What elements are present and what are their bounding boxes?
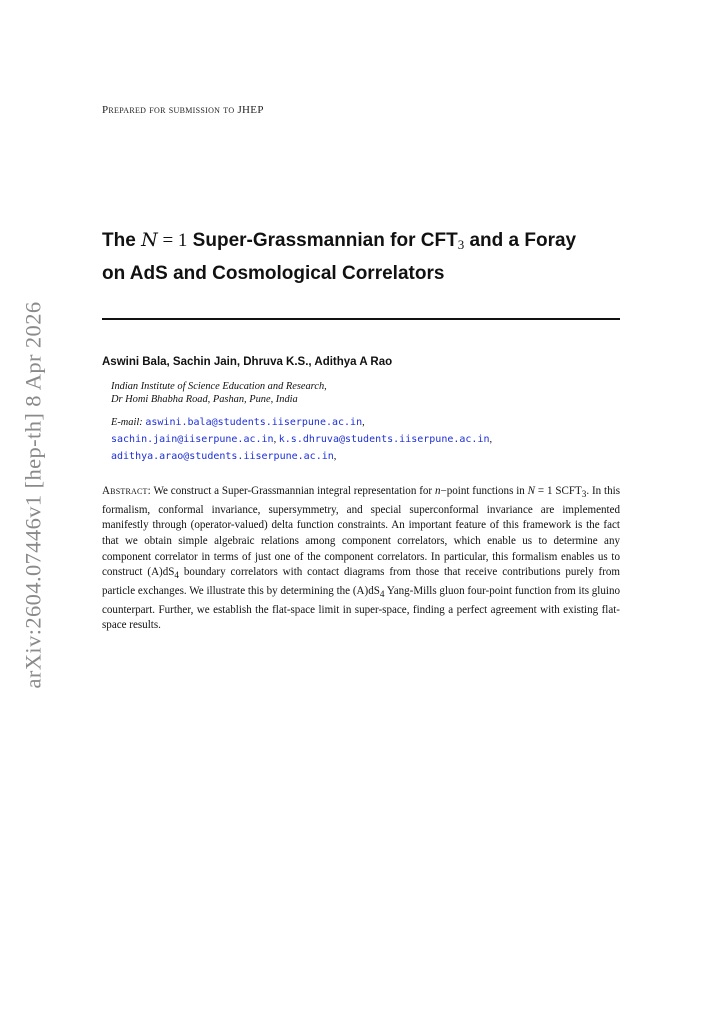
email-link-adithya[interactable]: adithya.arao@students.iiserpune.ac.in bbox=[111, 451, 334, 462]
email-label: E-mail: bbox=[111, 417, 143, 428]
affiliation-line2: Dr Homi Bhabha Road, Pashan, Pune, India bbox=[111, 394, 298, 405]
title-rule bbox=[102, 318, 620, 320]
arxiv-identifier-stamp bbox=[6, 300, 62, 690]
arxiv-identifier-text: arXiv:2604.07446v1 [hep-th] 8 Apr 2026 bbox=[21, 301, 46, 689]
abstract-heading: Abstract: bbox=[102, 485, 151, 497]
email-link-dhruva[interactable]: k.s.dhruva@students.iiserpune.ac.in bbox=[278, 434, 490, 445]
affiliation bbox=[111, 380, 327, 406]
affiliation-line1: Indian Institute of Science Education and Research, bbox=[111, 381, 327, 392]
author-list: Aswini Bala, Sachin Jain, Dhruva K.S., Adithya A Rao bbox=[102, 356, 393, 368]
submission-note: Prepared for submission to JHEP bbox=[102, 104, 264, 116]
email-link-sachin[interactable]: sachin.jain@iiserpune.ac.in bbox=[111, 434, 274, 445]
email-link-aswini[interactable]: aswini.bala@students.iiserpune.ac.in bbox=[145, 417, 363, 428]
paper-title-line2: on AdS and Cosmological Correlators bbox=[102, 263, 445, 284]
email-block: E-mail: aswini.bala@students.iiserpune.ac.in, sachin.jain@iiserpune.ac.in, k.s.dhruva@students.iiserpune.ac.in, adithya.arao@students.iiserpune.ac.in, bbox=[111, 417, 493, 462]
abstract: Abstract: We construct a Super-Grassmannian integral representation for n−point functions in N = 1 $SCFT_3$. In this formalism, conformal invariance, supersymmetry, and special superconformal invariance are implemented manifestly through (operator-valued) delta function constraints. An important feature of this framework is the fact that we obtain simple algebraic relations among component correlators, which enable us to determine any component correlator in terms of just one of the component correlators. In particular, this formalism enables us to construct $(A)dS_4$ boundary correlators with contact diagrams from those that receive contributions purely from particle exchanges. We illustrate this by determining the $(A)dS_4$ Yang-Mills gluon four-point function from its gluino counterpart. Further, we establish the flat-space limit in super-space, finding a perfect agreement with existing flat-space results. bbox=[102, 485, 620, 632]
paper-title: The N = 1 Super-Grassmannian for $CFT_3$ and a Foray on AdS and Cosmological Correlators bbox=[102, 229, 577, 284]
math-calligraphic-n: N bbox=[141, 229, 158, 251]
